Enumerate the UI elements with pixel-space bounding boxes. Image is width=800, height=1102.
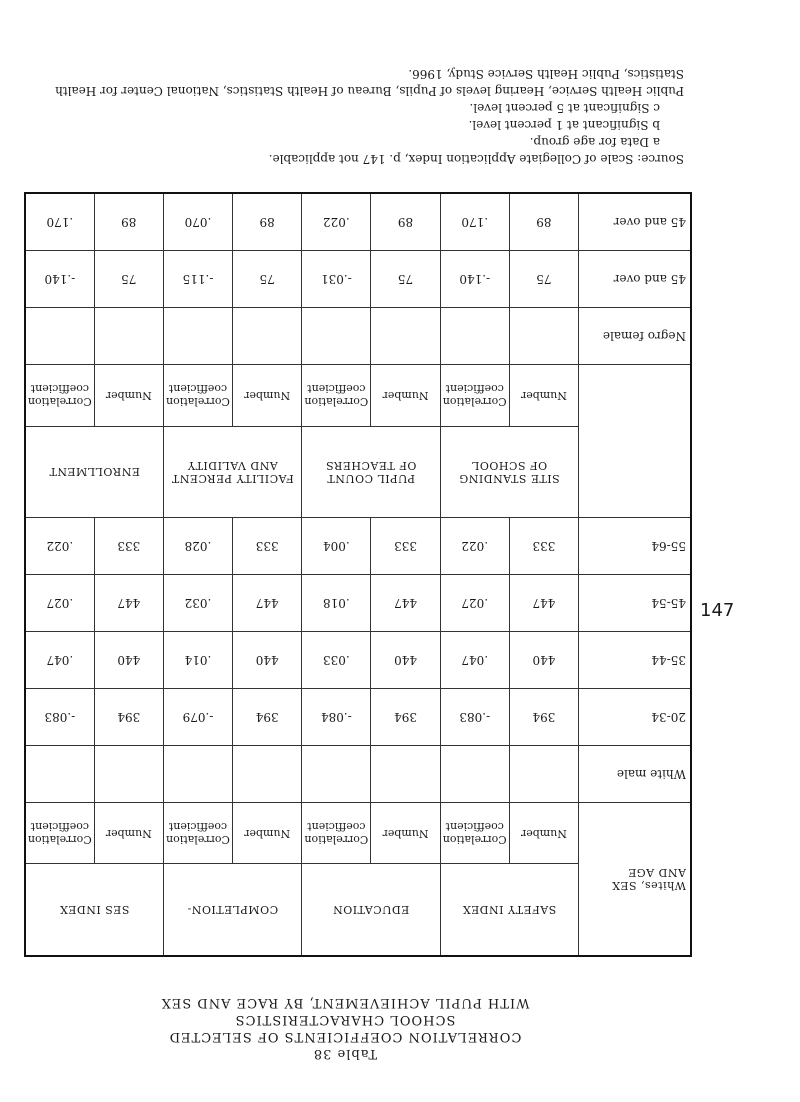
page-number: 147 (700, 600, 735, 621)
table-row (25, 688, 691, 745)
footnote-a: a Data for age group. (529, 135, 660, 149)
cell: .047 (440, 632, 509, 689)
cell: 440 (94, 632, 163, 689)
subheader-correlation: Correlation coefficient (25, 365, 94, 426)
row-label: 45 and over (579, 193, 692, 251)
table-row (25, 251, 691, 308)
footnote-c: c Significant at 5 percent level. (469, 101, 660, 115)
footnote-b: b Significant at 1 percent level. (468, 118, 660, 132)
stub-header (579, 802, 692, 956)
subheader-number: Number (94, 802, 163, 863)
column-group-header: FACILITY PERCENT AND VALIDITY (163, 426, 301, 517)
cell: .022 (25, 518, 94, 575)
cell: -.140 (25, 251, 94, 308)
cell: 440 (509, 632, 578, 689)
cell: 75 (509, 251, 578, 308)
data-table (24, 192, 692, 957)
column-group-header: ENROLLMENT (25, 426, 163, 517)
row-label: 45 and over (579, 251, 692, 308)
row-label: 20-34 (579, 688, 692, 745)
cell: 333 (94, 518, 163, 575)
cell: .027 (25, 575, 94, 632)
table-title-line-1: CORRELATION COEFFICIENTS OF SELECTED SCHOOL CHARACTERISTICS (168, 1012, 522, 1044)
cell: 394 (509, 688, 578, 745)
cell: .004 (302, 518, 371, 575)
stub-header (579, 365, 692, 518)
subheader-correlation: Correlation coefficient (440, 802, 509, 863)
subheader-correlation: Correlation coefficient (163, 365, 232, 426)
footnote-public-health: Public Health Service, Hearing levels of Pupils, Bureau of Health Statistics, National Center for Health Statistics, Public Health Service Study, 1966. (55, 67, 684, 98)
footnote-source: Source: Scale of Collegiate Application Index, p. 147 not applicable. (268, 152, 684, 166)
row-label: 55-64 (579, 518, 692, 575)
subheader-correlation: Correlation coefficient (440, 365, 509, 426)
cell: -.083 (440, 688, 509, 745)
table-header-row (25, 426, 691, 517)
cell: 447 (94, 575, 163, 632)
cell: -.084 (302, 688, 371, 745)
subheader-number: Number (509, 365, 578, 426)
cell: 89 (509, 193, 578, 251)
cell: .047 (25, 632, 94, 689)
footnotes (44, 65, 684, 167)
subheader-number: Number (371, 365, 440, 426)
subheader-correlation: Correlation coefficient (25, 802, 94, 863)
row-label: Negro female (579, 308, 692, 365)
table-header-row (25, 864, 691, 956)
stub-header-bottom: AND AGE (627, 865, 686, 879)
subheader-number: Number (94, 365, 163, 426)
cell: .032 (163, 575, 232, 632)
subheader-correlation: Correlation coefficient (302, 802, 371, 863)
cell: .014 (163, 632, 232, 689)
cell: -.140 (440, 251, 509, 308)
cell: 89 (233, 193, 302, 251)
cell: 75 (371, 251, 440, 308)
cell: .018 (302, 575, 371, 632)
subheader-number: Number (371, 802, 440, 863)
subheader-correlation: Correlation coefficient (302, 365, 371, 426)
column-group-header: SES INDEX (25, 864, 163, 956)
cell: 89 (94, 193, 163, 251)
data-table-wrapper (24, 192, 692, 957)
cell: -.083 (25, 688, 94, 745)
table-row (25, 193, 691, 251)
cell: 75 (94, 251, 163, 308)
column-group-header: PUPIL COUNT OF TEACHERS (302, 426, 440, 517)
table-group-row (25, 745, 691, 802)
cell: .027 (440, 575, 509, 632)
stub-header-top: Whites, SEX (611, 878, 686, 892)
cell: 394 (233, 688, 302, 745)
cell: 333 (371, 518, 440, 575)
cell: .070 (163, 193, 232, 251)
cell: -.115 (163, 251, 232, 308)
cell: .028 (163, 518, 232, 575)
row-label: White male (579, 745, 692, 802)
table-group-row (25, 308, 691, 365)
table-row (25, 518, 691, 575)
cell: .170 (25, 193, 94, 251)
cell: 440 (371, 632, 440, 689)
cell: 394 (94, 688, 163, 745)
cell: .033 (302, 632, 371, 689)
table-row (25, 575, 691, 632)
cell: -.079 (163, 688, 232, 745)
cell: 447 (233, 575, 302, 632)
row-label: 45-54 (579, 575, 692, 632)
cell: .170 (440, 193, 509, 251)
subheader-number: Number (233, 365, 302, 426)
row-label: 35-44 (579, 632, 692, 689)
cell: 440 (233, 632, 302, 689)
cell: 447 (371, 575, 440, 632)
cell: -.031 (302, 251, 371, 308)
cell: 333 (233, 518, 302, 575)
column-group-header: SAFETY INDEX (440, 864, 578, 956)
table-row (25, 632, 691, 689)
subheader-correlation: Correlation coefficient (163, 802, 232, 863)
subheader-number: Number (509, 802, 578, 863)
cell: 89 (371, 193, 440, 251)
cell: .022 (302, 193, 371, 251)
subheader-number: Number (233, 802, 302, 863)
cell: 447 (509, 575, 578, 632)
cell: .022 (440, 518, 509, 575)
table-title (135, 994, 555, 1064)
column-group-header: COMPLETION- (163, 864, 301, 956)
column-group-header: SITE STANDING OF SCHOOL (440, 426, 578, 517)
cell: 333 (509, 518, 578, 575)
cell: 394 (371, 688, 440, 745)
table-label: Table 38 (312, 1046, 378, 1061)
cell: 75 (233, 251, 302, 308)
table-title-line-2: WITH PUPIL ACHIEVEMENT, BY RACE AND SEX (160, 995, 530, 1010)
column-group-header: EDUCATION (302, 864, 440, 956)
